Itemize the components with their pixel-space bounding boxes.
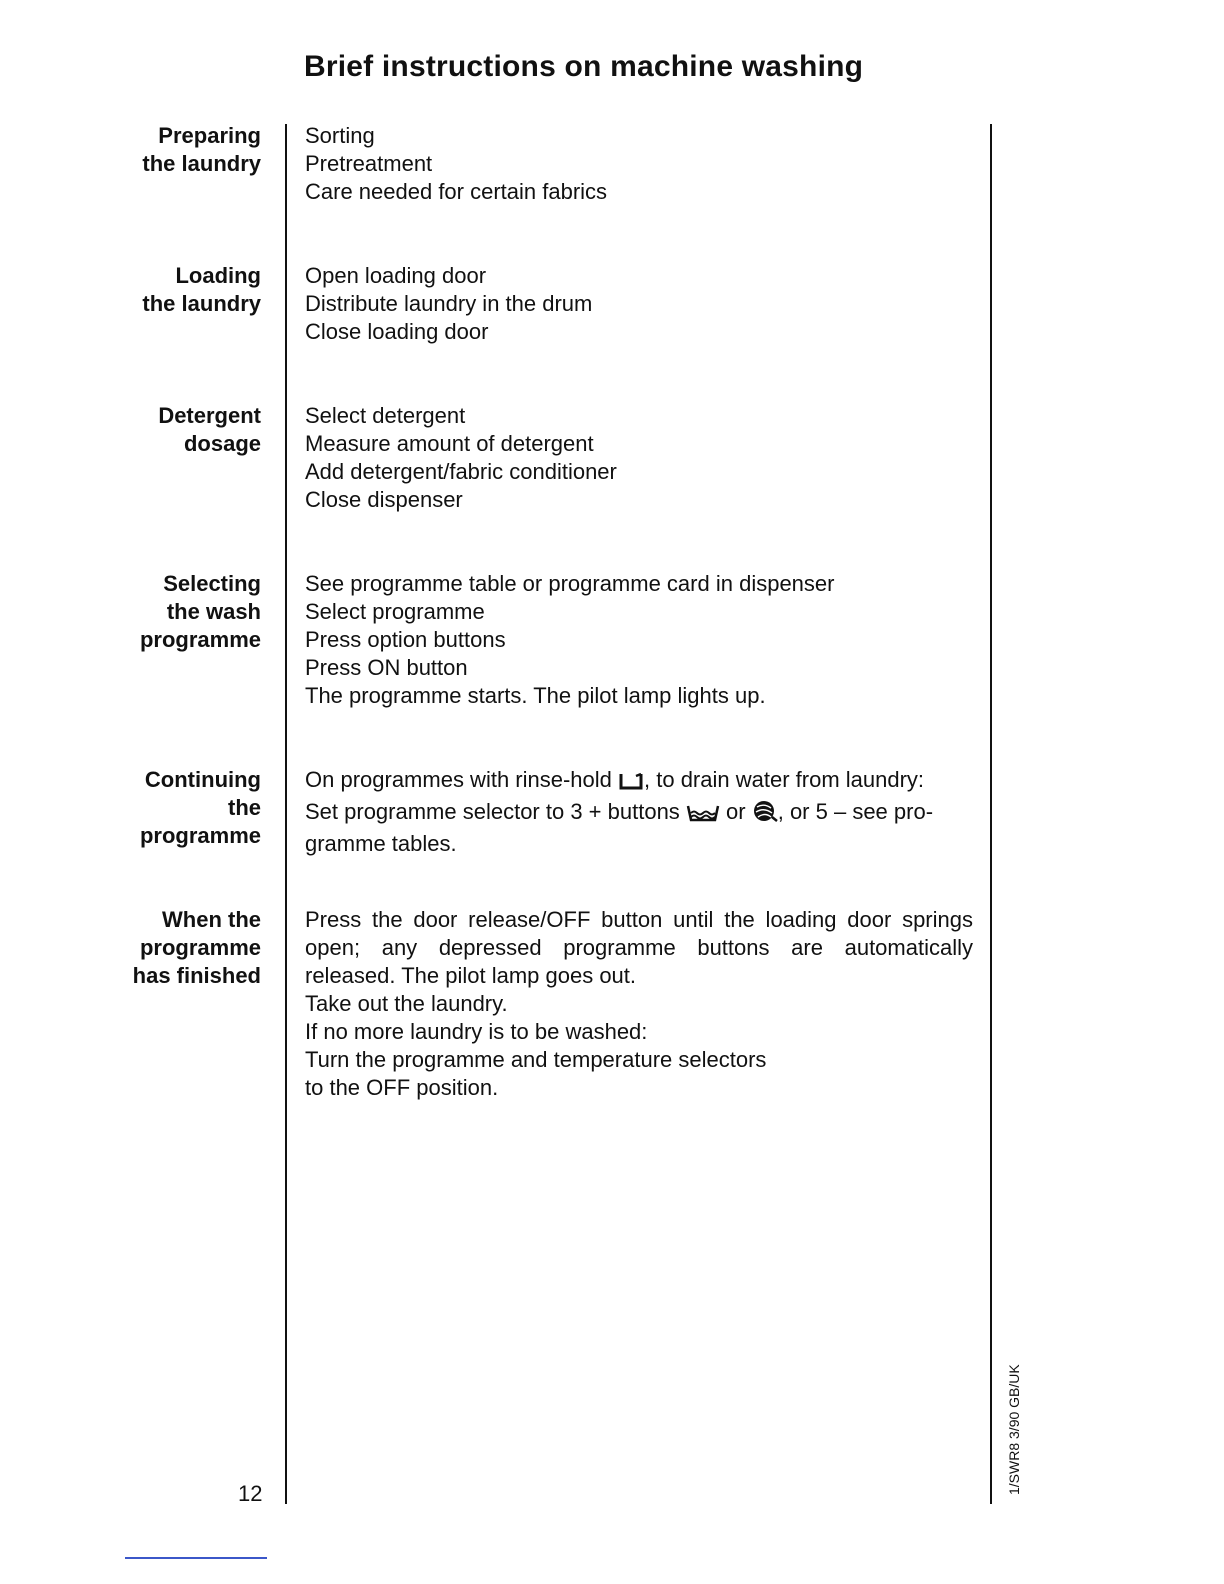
section-label-line: Preparing [158, 123, 261, 148]
section-body-loading [305, 262, 973, 346]
instruction-line: Close loading door [305, 319, 489, 344]
footer-rule [125, 1557, 267, 1559]
section-label-line: Continuing [144, 767, 261, 792]
instruction-line: Select programme [305, 599, 485, 624]
section-body-detergent [305, 402, 973, 514]
instruction-line [305, 766, 973, 798]
instruction-line: Press option buttons [305, 627, 506, 652]
section-label-line: Selecting [163, 571, 261, 596]
instruction-line: Take out the laundry. [305, 991, 508, 1016]
section-body-preparing [305, 122, 973, 206]
section-label-line: the laundry [142, 151, 261, 176]
instruction-line: gramme tables. [305, 831, 457, 856]
instruction-text: , or 5 – see pro- [777, 799, 934, 824]
instruction-paragraph: Press the door release/OFF button until the loading door springs open; any depressed programme buttons are automatically released. The pilot lamp goes out. [305, 907, 973, 988]
section-label-preparing [61, 122, 261, 178]
section-label-continuing [61, 766, 261, 850]
section-label-selecting [61, 570, 261, 654]
section-label-line: Detergent [158, 403, 261, 428]
water-level-icon [686, 802, 720, 830]
instruction-line: If no more laundry is to be washed: [305, 1019, 648, 1044]
instruction-line: The programme starts. The pilot lamp lights up. [305, 683, 766, 708]
section-label-line: programme [139, 823, 261, 848]
instruction-line: to the OFF position. [305, 1075, 499, 1100]
instruction-line: Turn the programme and temperature selectors [305, 1047, 767, 1072]
section-label-line: programme [139, 935, 261, 960]
instruction-line: Care needed for certain fabrics [305, 179, 608, 204]
section-label-line: dosage [183, 431, 261, 456]
section-label-line: When the [162, 907, 261, 932]
left-column-rule [285, 124, 287, 1504]
wool-icon [752, 799, 778, 830]
instruction-line [305, 798, 973, 830]
instruction-line: Open loading door [305, 263, 487, 288]
section-label-line: the [228, 795, 261, 820]
section-label-finished [61, 906, 261, 990]
right-margin-rule [990, 124, 992, 1504]
page-title: Brief instructions on machine washing [304, 50, 864, 83]
instruction-line: Add detergent/fabric conditioner [305, 459, 617, 484]
section-label-loading [61, 262, 261, 318]
instruction-line: Press ON button [305, 655, 468, 680]
section-label-detergent [61, 402, 261, 458]
instruction-text: On programmes with rinse-hold [305, 767, 619, 792]
section-label-line: Loading [175, 263, 261, 288]
rinse-hold-icon [618, 770, 644, 798]
section-label-line: has finished [132, 963, 261, 988]
instruction-line: Distribute laundry in the drum [305, 291, 593, 316]
instruction-text: Set programme selector to 3 + buttons [305, 799, 686, 824]
section-label-line: programme [139, 627, 261, 652]
instruction-line: Select detergent [305, 403, 466, 428]
page-number: 12 [238, 1481, 263, 1506]
section-body-finished [305, 906, 973, 1102]
document-code: 1/SWR8 3/90 GB/UK [1006, 1364, 1022, 1495]
instruction-line: Close dispenser [305, 487, 463, 512]
instruction-line: Measure amount of detergent [305, 431, 594, 456]
instruction-line: See programme table or programme card in dispenser [305, 571, 835, 596]
section-label-line: the laundry [142, 291, 261, 316]
section-body-continuing [305, 766, 973, 858]
instruction-text: , to drain water from laundry: [644, 767, 925, 792]
instruction-text: or [719, 799, 752, 824]
section-label-line: the wash [166, 599, 261, 624]
instruction-line: Sorting [305, 123, 375, 148]
instruction-line: Pretreatment [305, 151, 433, 176]
section-body-selecting [305, 570, 973, 710]
